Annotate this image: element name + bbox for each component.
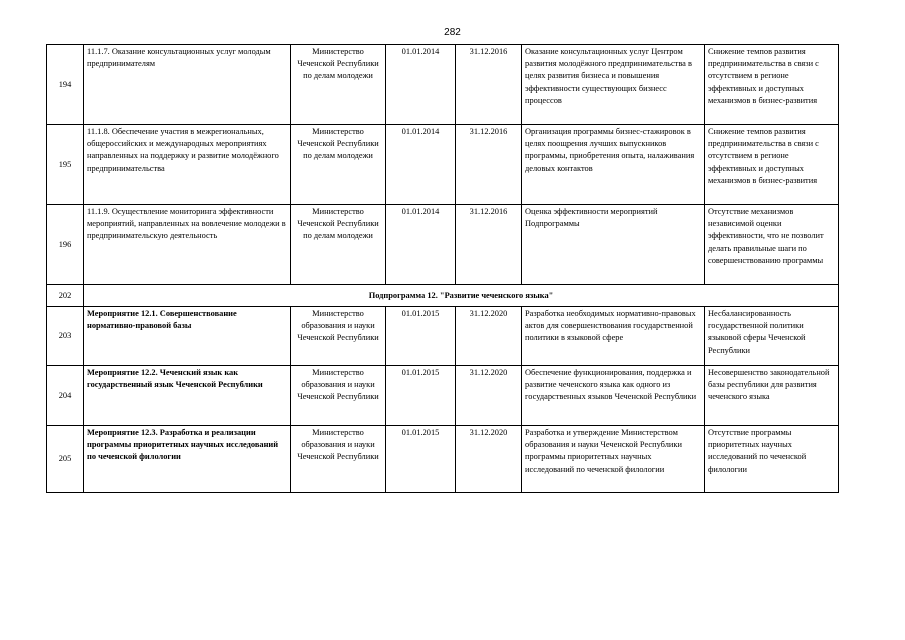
row-number: 195 — [47, 125, 84, 205]
row-number: 205 — [47, 426, 84, 493]
end-date: 31.12.2020 — [456, 366, 522, 426]
expected-result: Обеспечение функционирования, поддержка и развитие чеченского языка как одного из государственных языков Чеченской Республики — [522, 366, 705, 426]
end-date: 31.12.2020 — [456, 426, 522, 493]
subprogram-title: Подпрограмма 12. "Развитие чеченского языка" — [84, 285, 839, 307]
table-row — [47, 45, 839, 125]
responsible-executor: Министерство образования и науки Чеченской Республики — [291, 307, 386, 366]
measure-name: 11.1.8. Обеспечение участия в межрегиональных, общероссийских и международных мероприятиях направленных на поддержку и развитие молодёжного предпринимательства — [84, 125, 291, 205]
measure-name: Мероприятие 12.3. Разработка и реализации программы приоритетных научных исследований по чеченской филологии — [84, 426, 291, 493]
end-date: 31.12.2016 — [456, 45, 522, 125]
responsible-executor: Министерство Чеченской Республики по делам молодежи — [291, 125, 386, 205]
responsible-executor: Министерство образования и науки Чеченской Республики — [291, 366, 386, 426]
non-implementation-consequence: Снижение темпов развития предпринимательства в связи с отсутствием в регионе эффективных и доступных механизмов в бизнес-развития — [705, 45, 839, 125]
measure-name: Мероприятие 12.2. Чеченский язык как государственный язык Чеченской Республики — [84, 366, 291, 426]
subprogram-header-row — [47, 285, 839, 307]
expected-result: Оценка эффективности мероприятий Подпрограммы — [522, 205, 705, 285]
start-date: 01.01.2014 — [386, 205, 456, 285]
responsible-executor: Министерство образования и науки Чеченской Республики — [291, 426, 386, 493]
table-row — [47, 426, 839, 493]
page-number: 282 — [444, 27, 461, 38]
start-date: 01.01.2014 — [386, 125, 456, 205]
row-number: 204 — [47, 366, 84, 426]
row-number: 194 — [47, 45, 84, 125]
non-implementation-consequence: Снижение темпов развития предпринимательства в связи с отсутствием в регионе эффективных и доступных механизмов в бизнес-развития — [705, 125, 839, 205]
responsible-executor: Министерство Чеченской Республики по делам молодежи — [291, 205, 386, 285]
non-implementation-consequence: Отсутствие программы приоритетных научных исследований по чеченской филологии — [705, 426, 839, 493]
end-date: 31.12.2020 — [456, 307, 522, 366]
table-row — [47, 307, 839, 366]
end-date: 31.12.2016 — [456, 205, 522, 285]
table-row — [47, 205, 839, 285]
program-measures-table — [46, 44, 839, 493]
non-implementation-consequence: Несовершенство законодательной базы республики для развития чеченского языка — [705, 366, 839, 426]
table-row — [47, 366, 839, 426]
row-number: 202 — [47, 285, 84, 307]
non-implementation-consequence: Несбалансированность государственной политики языковой сферы Чеченской Республики — [705, 307, 839, 366]
measure-name: 11.1.9. Осуществление мониторинга эффективности мероприятий, направленных на вовлечение молодежи в предпринимательскую деятельность — [84, 205, 291, 285]
measure-name: 11.1.7. Оказание консультационных услуг молодым предпринимателям — [84, 45, 291, 125]
expected-result: Оказание консультационных услуг Центром развития молодёжного предпринимательства в целях развития бизнеса и повышения эффективности существующих бизнесс процессов — [522, 45, 705, 125]
non-implementation-consequence: Отсутствие механизмов независимой оценки эффективности, что не позволит делать правильные шаги по совершенствованию программы — [705, 205, 839, 285]
row-number: 203 — [47, 307, 84, 366]
measure-name: Мероприятие 12.1. Совершенствование нормативно-правовой базы — [84, 307, 291, 366]
start-date: 01.01.2014 — [386, 45, 456, 125]
start-date: 01.01.2015 — [386, 426, 456, 493]
responsible-executor: Министерство Чеченской Республики по делам молодежи — [291, 45, 386, 125]
table-row — [47, 125, 839, 205]
start-date: 01.01.2015 — [386, 366, 456, 426]
start-date: 01.01.2015 — [386, 307, 456, 366]
expected-result: Разработка необходимых нормативно-правовых актов для совершенствования государственной политики в языковой сфере — [522, 307, 705, 366]
end-date: 31.12.2016 — [456, 125, 522, 205]
row-number: 196 — [47, 205, 84, 285]
expected-result: Организация программы бизнес-стажировок в целях поощрения лучших выпускников программы, приобретения опыта, налаживания деловых контактов — [522, 125, 705, 205]
expected-result: Разработка и утверждение Министерством образования и науки Чеченской Республики программы приоритетных научных исследований по чеченской филологии — [522, 426, 705, 493]
